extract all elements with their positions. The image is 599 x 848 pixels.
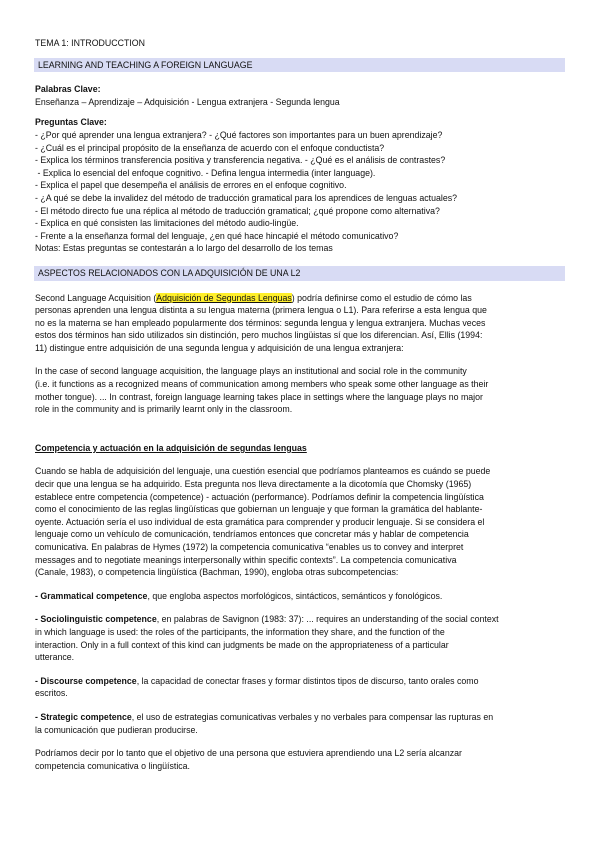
competence-item-discourse <box>35 675 567 688</box>
paragraph-line: utterance. <box>35 652 75 663</box>
notes-text: Notas: Estas preguntas se contestarán a lo largo del desarrollo de los temas <box>35 243 333 254</box>
paragraph-line: no es la materna se han empleado popularmente dos términos: segunda lengua y lengua extranjera. Muchas veces <box>35 317 486 328</box>
keywords-label: Palabras Clave: <box>35 84 101 95</box>
subsection-heading-competence: Competencia y actuación en la adquisición de segundas lenguas <box>35 442 307 453</box>
question-item: - ¿Cuál es el principal propósito de la enseñanza de acuerdo con el enfoque conductista? <box>35 142 385 153</box>
quote-line: (i.e. it functions as a recognized means of communication among members who speak some other language as their <box>35 379 489 390</box>
paragraph-line: establece entre competencia (competence) - actuación (performance). Podríamos definir la competencia lingüística <box>35 491 484 502</box>
competence-description: , en palabras de Savignon (1983: 37): ... requires an understanding of the social context <box>156 614 499 625</box>
question-item: - Explica lo esencial del enfoque cognitivo. - Defina lengua intermedia (inter language). <box>35 167 376 178</box>
question-item: - Frente a la enseñanza formal del lenguaje, ¿en qué hace hincapié el método comunicativo? <box>35 230 399 241</box>
paragraph-line: escritos. <box>35 688 68 699</box>
paragraph-line: messages and to negotiate meanings interpersonally within specific contexts”. La competencia comunicativa <box>35 554 457 565</box>
quote-line: mother tongue). ... In contrast, foreign language learning takes place in settings where the language plays no major <box>35 391 483 402</box>
inline-text: Second Language Acquisition ( <box>35 292 157 303</box>
questions-label: Preguntas Clave: <box>35 117 107 128</box>
paragraph-line: estos dos términos han sido utilizados sin distinción, pero muchos lingüistas sí que los diferencian. Así, Ellis (1994: <box>35 330 483 341</box>
paragraph-line <box>35 292 567 305</box>
paragraph-line: interaction. Only in a full context of this kind can judgments be made on the appropriateness of a particular <box>35 639 449 650</box>
inline-text: ) podría definirse como el estudio de cómo las <box>291 292 472 303</box>
question-item: - ¿Por qué aprender una lengua extranjera? - ¿Qué factores son importantes para un buen aprendizaje? <box>35 129 443 140</box>
question-item: - ¿A qué se debe la invalidez del método de traducción gramatical para los aprendices de lenguas actuales? <box>35 192 458 203</box>
paragraph-line: lenguaje como un vehículo de comunicación, tendríamos entonces que concretar más y hablar de competencia <box>35 529 469 540</box>
paragraph-line: in which language is used: the roles of the participants, the information they share, and the function of the <box>35 626 445 637</box>
keywords-text: Enseñanza – Aprendizaje – Adquisición - Lengua extranjera - Segunda lengua <box>35 96 340 107</box>
section-heading-l2-acquisition: ASPECTOS RELACIONADOS CON LA ADQUISICIÓN DE UNA L2 <box>34 266 565 281</box>
paragraph-line: comunicativa. En palabras de Hymes (1972) la competencia comunicativa “enables us to convey and interpret <box>35 542 464 552</box>
highlighted-term: Adquisición de Segundas Lenguas <box>156 292 292 303</box>
paragraph-line: oyente. Actuación sería el uso individual de esta gramática para comprender y producir lenguaje. Si se considera el <box>35 516 485 527</box>
competence-term: - Grammatical competence <box>35 590 148 601</box>
question-item: - Explica los términos transferencia positiva y transferencia negativa. - ¿Qué es el análisis de contrastes? <box>35 155 446 166</box>
document-title: TEMA 1: INTRODUCCTION <box>35 38 145 48</box>
paragraph-line: como el conocimiento de las reglas lingüísticas que gobiernan un lenguaje y que forman la gramática del hablante- <box>35 504 483 515</box>
closing-line: Podríamos decir por lo tanto que el objetivo de una persona que estuviera aprendiendo una L2 sería alcanzar <box>35 748 462 759</box>
closing-line: competencia comunicativa o lingüística. <box>35 760 191 771</box>
competence-description: , el uso de estrategias comunicativas verbales y no verbales para compensar las rupturas en <box>131 711 494 722</box>
competence-description: , que engloba aspectos morfológicos, sintácticos, semánticos y fonológicos. <box>147 590 443 601</box>
question-item: - Explica el papel que desempeña el análisis de errores en el enfoque cognitivo. <box>35 180 347 191</box>
competence-term: - Discourse competence <box>35 675 137 686</box>
quote-line: In the case of second language acquisition, the language plays an institutional and social role in the community <box>35 366 467 377</box>
paragraph-line: decir que una lengua se ha adquirido. Esta pregunta nos lleva directamente a la dicotomía que Chomsky (1965) <box>35 479 472 490</box>
competence-description: , la capacidad de conectar frases y formar distintos tipos de discurso, tanto orales como <box>136 675 479 686</box>
paragraph-line: Cuando se habla de adquisición del lenguaje, una cuestión esencial que podríamos planteamos es cuándo se puede <box>35 466 491 477</box>
quote-line: role in the community and is primarily learnt only in the classroom. <box>35 404 293 415</box>
section-heading-learning-teaching: LEARNING AND TEACHING A FOREIGN LANGUAGE <box>34 58 565 73</box>
competence-term: - Sociolinguistic competence <box>35 614 157 625</box>
question-item: - El método directo fue una réplica al método de traducción gramatical; ¿qué propone como alternativa? <box>35 205 440 216</box>
document-page <box>35 37 567 772</box>
paragraph-line: personas aprenden una lengua distinta a su lengua materna (primera lengua o L1). Para referirse a esta lengua que <box>35 305 487 316</box>
competence-item-sociolinguistic <box>35 613 567 626</box>
competence-item-grammatical <box>35 590 567 603</box>
competence-term: - Strategic competence <box>35 711 132 722</box>
competence-item-strategic <box>35 711 567 724</box>
paragraph-line: (Canale, 1983), o competencia lingüística (Bachman, 1990), engloba otras subcompetencias: <box>35 567 399 578</box>
paragraph-line: la comunicación que pudieran producirse. <box>35 724 198 735</box>
paragraph-line: 11) distingue entre adquisición de una segunda lengua y adquisición de una lengua extranjera: <box>35 342 404 353</box>
question-item: - Explica en qué consisten las limitaciones del método audio-lingüe. <box>35 218 299 229</box>
